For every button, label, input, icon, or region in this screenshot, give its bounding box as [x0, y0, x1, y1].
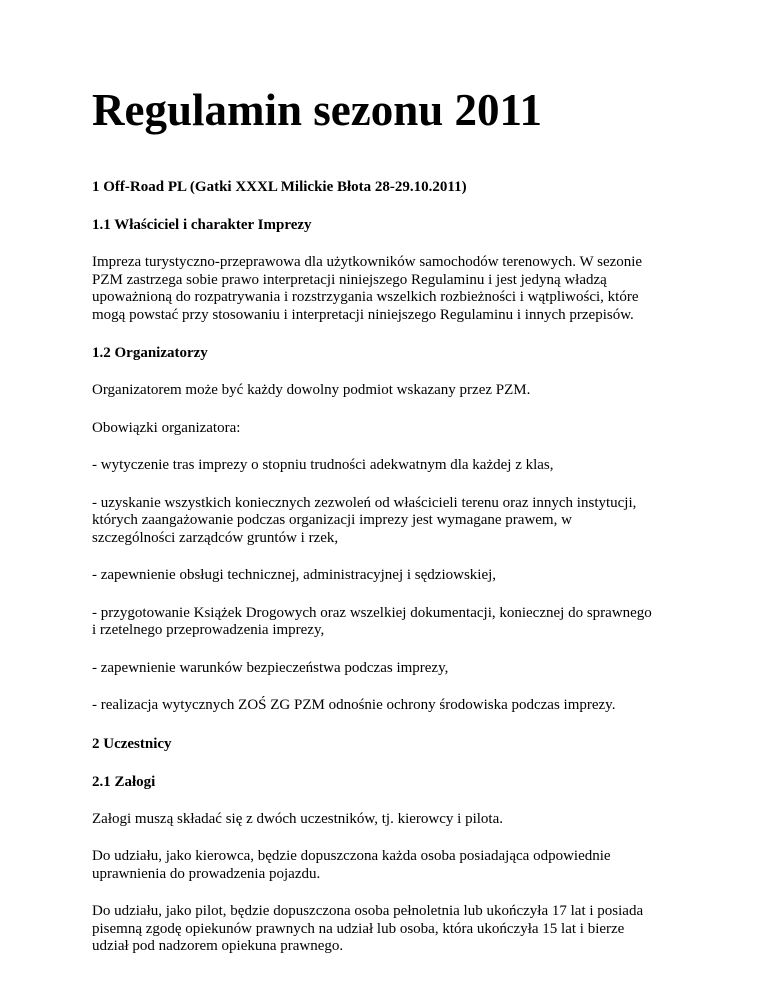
paragraph-impreza-description: Impreza turystyczno-przeprawowa dla użytkowników samochodów terenowych. W sezonie PZM zastrzega sobie prawo interpretacji niniejszego Regulaminu i jest jedyną władzą upoważnioną do rozpatrywania i rozstrzygania wszelkich rozbieżności i wątpliwości, które mogą powstać przy stosowaniu i interpretacji niniejszego Regulaminu i innych przepisów. — [92, 254, 643, 323]
list-item-duty: - przygotowanie Książek Drogowych oraz wszelkiej dokumentacji, koniecznej do sprawnego i rzetelnego przeprowadzenia imprezy, — [92, 604, 652, 638]
section-heading-2-1: 2.1 Załogi — [92, 773, 156, 790]
section-heading-1-1: 1.1 Właściciel i charakter Imprezy — [92, 217, 312, 233]
paragraph-pilot-eligibility: Do udziału, jako pilot, będzie dopuszczona osoba pełnoletnia lub ukończyła 17 lat i posiada pisemną zgodę opiekunów prawnych na udział lub osoba, która ukończyła 15 lat i bierze udział pod nadzorem opiekuna prawnego. — [92, 903, 644, 954]
list-item-duty: - wytyczenie tras imprezy o stopniu trudności adekwatnym dla każdej z klas, — [92, 457, 554, 473]
section-heading-2: 2 Uczestnicy — [92, 735, 172, 752]
document-title: Regulamin sezonu 2011 — [92, 85, 543, 135]
list-item-duty: - uzyskanie wszystkich koniecznych zezwoleń od właścicieli terenu oraz innych instytucji, których zaangażowanie podczas organizacji imprezy jest wymagane prawem, w szczególności zarządców gruntów i rzek, — [92, 494, 637, 546]
paragraph-driver-eligibility: Do udziału, jako kierowca, będzie dopuszczona każda osoba posiadająca odpowiednie uprawnienia do prowadzenia pojazdu. — [92, 848, 611, 882]
paragraph-crew-composition: Załogi muszą składać się z dwóch uczestników, tj. kierowcy i pilota. — [92, 810, 503, 827]
section-heading-1-2: 1.2 Organizatorzy — [92, 345, 208, 361]
paragraph-organizer: Organizatorem może być każdy dowolny podmiot wskazany przez PZM. — [92, 382, 531, 398]
section-heading-1: 1 Off-Road PL (Gatki XXXL Milickie Błota 28-29.10.2011) — [92, 179, 467, 195]
list-item-duty: - zapewnienie warunków bezpieczeństwa podczas imprezy, — [92, 659, 449, 676]
list-item-duty: - realizacja wytycznych ZOŚ ZG PZM odnośnie ochrony środowiska podczas imprezy. — [92, 697, 616, 713]
paragraph-organizer-duties-intro: Obowiązki organizatora: — [92, 419, 241, 436]
list-item-duty: - zapewnienie obsługi technicznej, administracyjnej i sędziowskiej, — [92, 567, 497, 583]
